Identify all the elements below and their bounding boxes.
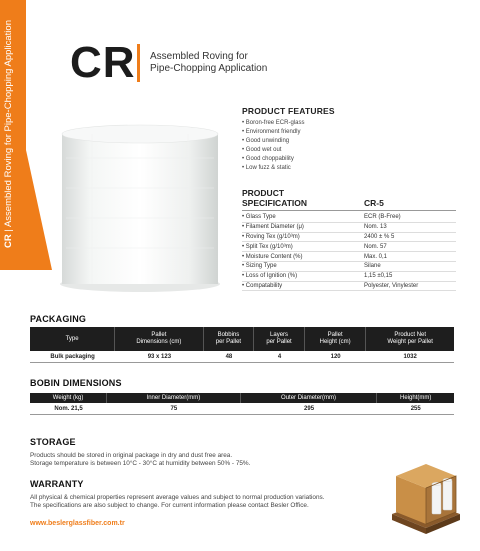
- spec-label: • Compatability: [242, 283, 364, 289]
- table-cell: 75: [107, 403, 241, 415]
- packaging-header-row: [30, 327, 454, 351]
- roving-spool-image: [52, 118, 228, 294]
- spec-row: [242, 233, 456, 243]
- packaging-header-cell: [305, 327, 367, 351]
- warranty-text: [30, 494, 390, 510]
- warranty-title: WARRANTY: [30, 479, 84, 489]
- feature-item: • Good wet out: [242, 146, 304, 155]
- spec-table: [242, 213, 456, 291]
- spec-label: • Filament Diameter (μ): [242, 224, 364, 230]
- spec-row: [242, 272, 456, 282]
- packaging-title: PACKAGING: [30, 314, 87, 324]
- spec-label: • Roving Tex (g/10³m): [242, 234, 364, 240]
- table-cell: 4: [254, 351, 305, 363]
- spec-title: [242, 188, 307, 208]
- spec-column-header: CR-5: [364, 198, 384, 208]
- header-line: Dimensions (cm): [136, 339, 182, 345]
- table-row: [30, 351, 454, 363]
- spec-divider: [242, 210, 456, 211]
- spec-title-line1: PRODUCT: [242, 188, 285, 198]
- header-line: Height (cm): [319, 339, 351, 345]
- header-line: Pallet: [151, 332, 167, 338]
- spec-label: • Moisture Content (%): [242, 254, 364, 260]
- spec-row: [242, 213, 456, 223]
- bobbin-header-cell: Inner Diameter(mm): [107, 393, 241, 403]
- packaging-table: [30, 327, 454, 363]
- features-title: PRODUCT FEATURES: [242, 106, 335, 116]
- table-row: [30, 403, 454, 415]
- header-line: Weight per Pallet: [387, 339, 433, 345]
- product-subtitle: [150, 51, 267, 75]
- feature-item: • Good unwinding: [242, 137, 304, 146]
- spec-label: • Glass Type: [242, 214, 364, 220]
- spec-row: [242, 252, 456, 262]
- product-subtitle-line1: Assembled Roving for: [150, 51, 248, 62]
- side-band-fold: [26, 150, 52, 270]
- side-caption: [3, 8, 14, 248]
- bobbin-title: BOBIN DIMENSIONS: [30, 378, 122, 388]
- spec-value: 1,15 ±0,15: [364, 273, 393, 280]
- feature-item: • Environment friendly: [242, 128, 304, 137]
- header-line: Product Net: [394, 332, 427, 338]
- table-cell: 48: [204, 351, 255, 363]
- storage-text: [30, 452, 400, 468]
- feature-item: • Low fuzz & static: [242, 164, 304, 173]
- packaging-header-cell: [30, 327, 115, 351]
- table-cell: 1032: [366, 351, 454, 363]
- header-line: Layers: [270, 332, 289, 338]
- product-subtitle-line2: Pipe-Chopping Application: [150, 63, 268, 74]
- features-list: [242, 119, 304, 173]
- storage-line: Storage temperature is between 10°C - 30°C at humidity between 50% - 75%.: [30, 460, 251, 467]
- packaging-header-cell: [204, 327, 255, 351]
- product-code: CR: [70, 38, 136, 87]
- spec-row: [242, 242, 456, 252]
- table-cell: 93 x 123: [115, 351, 203, 363]
- website-link[interactable]: www.beslerglassfiber.com.tr: [30, 520, 125, 527]
- spec-value: Silane: [364, 263, 381, 270]
- side-separator: |: [3, 229, 14, 232]
- bobbin-header-cell: Height(mm): [377, 393, 454, 403]
- spec-value: ECR (B-Free): [364, 214, 401, 221]
- table-cell: 255: [377, 403, 454, 415]
- header-accent-bar: [137, 44, 140, 82]
- spec-row: [242, 282, 456, 292]
- spec-value: 2400 ± % 5: [364, 233, 395, 240]
- spec-row: [242, 223, 456, 233]
- spec-label: • Split Tex (g/10³m): [242, 244, 364, 250]
- pallet-box-image: [388, 458, 464, 534]
- table-cell: Bulk packaging: [30, 351, 115, 363]
- spec-label: • Sizing Type: [242, 263, 364, 269]
- header-line: per Pallet: [215, 339, 242, 345]
- storage-title: STORAGE: [30, 437, 76, 447]
- bobbin-table: [30, 393, 454, 415]
- spec-title-line2: SPECIFICATION: [242, 198, 308, 208]
- spec-value: Polyester, Vinylester: [364, 282, 419, 289]
- storage-line: Products should be stored in original package in dry and dust free area.: [30, 452, 233, 459]
- spec-value: Nom. 13: [364, 224, 387, 231]
- bobbin-header-cell: Outer Diameter(mm): [241, 393, 378, 403]
- table-cell: 120: [305, 351, 367, 363]
- bobbin-header-row: [30, 393, 454, 403]
- packaging-header-cell: [115, 327, 203, 351]
- table-cell: 295: [241, 403, 378, 415]
- warranty-line: All physical & chemical properties represent average values and subject to normal production variations.: [30, 494, 325, 501]
- spec-label: • Loss of Ignition (%): [242, 273, 364, 279]
- table-cell: Nom. 21,5: [30, 403, 107, 415]
- packaging-header-cell: [366, 327, 454, 351]
- header-line: Bobbins: [217, 332, 240, 338]
- spec-value: Nom. 57: [364, 243, 387, 250]
- header-line: per Pallet: [266, 339, 292, 345]
- header-line: Type: [65, 335, 79, 342]
- side-code: CR: [3, 234, 14, 248]
- feature-item: • Boron-free ECR-glass: [242, 119, 304, 128]
- spec-value: Max. 0,1: [364, 253, 388, 260]
- feature-item: • Good choppability: [242, 155, 304, 164]
- bobbin-header-cell: Weight (kg): [30, 393, 107, 403]
- side-description: Assembled Roving for Pipe-Chopping Application: [3, 20, 14, 228]
- packaging-header-cell: [254, 327, 305, 351]
- header-line: Pallet: [327, 332, 343, 338]
- warranty-line: The specifications are also subject to change. For current information please contact Besler Office.: [30, 502, 309, 509]
- spec-row: [242, 262, 456, 272]
